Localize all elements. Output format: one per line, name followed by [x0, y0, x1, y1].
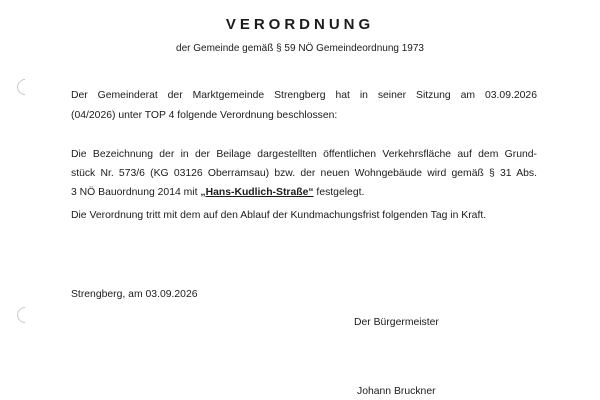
- punch-hole-mark: [14, 304, 37, 327]
- street-name: „Hans-Kudlich-Straße“: [200, 187, 314, 198]
- mayor-name: Johann Bruckner: [357, 386, 436, 397]
- designation-text-after: festgelegt.: [313, 187, 365, 198]
- designation-text-before: 3 NÖ Bauordnung 2014 mit: [71, 187, 201, 198]
- designation-paragraph-line: [71, 186, 364, 199]
- document-title: VERORDNUNG: [225, 16, 375, 33]
- resolution-paragraph-line: Der Gemeinderat der Marktgemeinde Strengberg hat in seiner Sitzung am 03.09.2026: [71, 90, 537, 101]
- document-subtitle: der Gemeinde gemäß § 59 NÖ Gemeindeordnung 1973: [176, 43, 424, 54]
- place-and-date: Strengberg, am 03.09.2026: [71, 289, 198, 300]
- effective-date-paragraph: Die Verordnung tritt mit dem auf den Ablauf der Kundmachungsfrist folgenden Tag in Kraft.: [71, 210, 487, 221]
- designation-paragraph-line: stück Nr. 573/6 (KG 03126 Oberramsau) bzw. der neuen Wohngebäude wird gemäß § 31 Abs.: [71, 168, 537, 179]
- punch-hole-mark: [14, 76, 37, 99]
- resolution-paragraph-line: (04/2026) unter TOP 4 folgende Verordnung beschlossen:: [71, 110, 338, 121]
- designation-paragraph-line: Die Bezeichnung der in der Beilage dargestellten öffentlichen Verkehrsfläche auf dem Grund-: [71, 149, 537, 160]
- mayor-title: Der Bürgermeister: [354, 317, 439, 328]
